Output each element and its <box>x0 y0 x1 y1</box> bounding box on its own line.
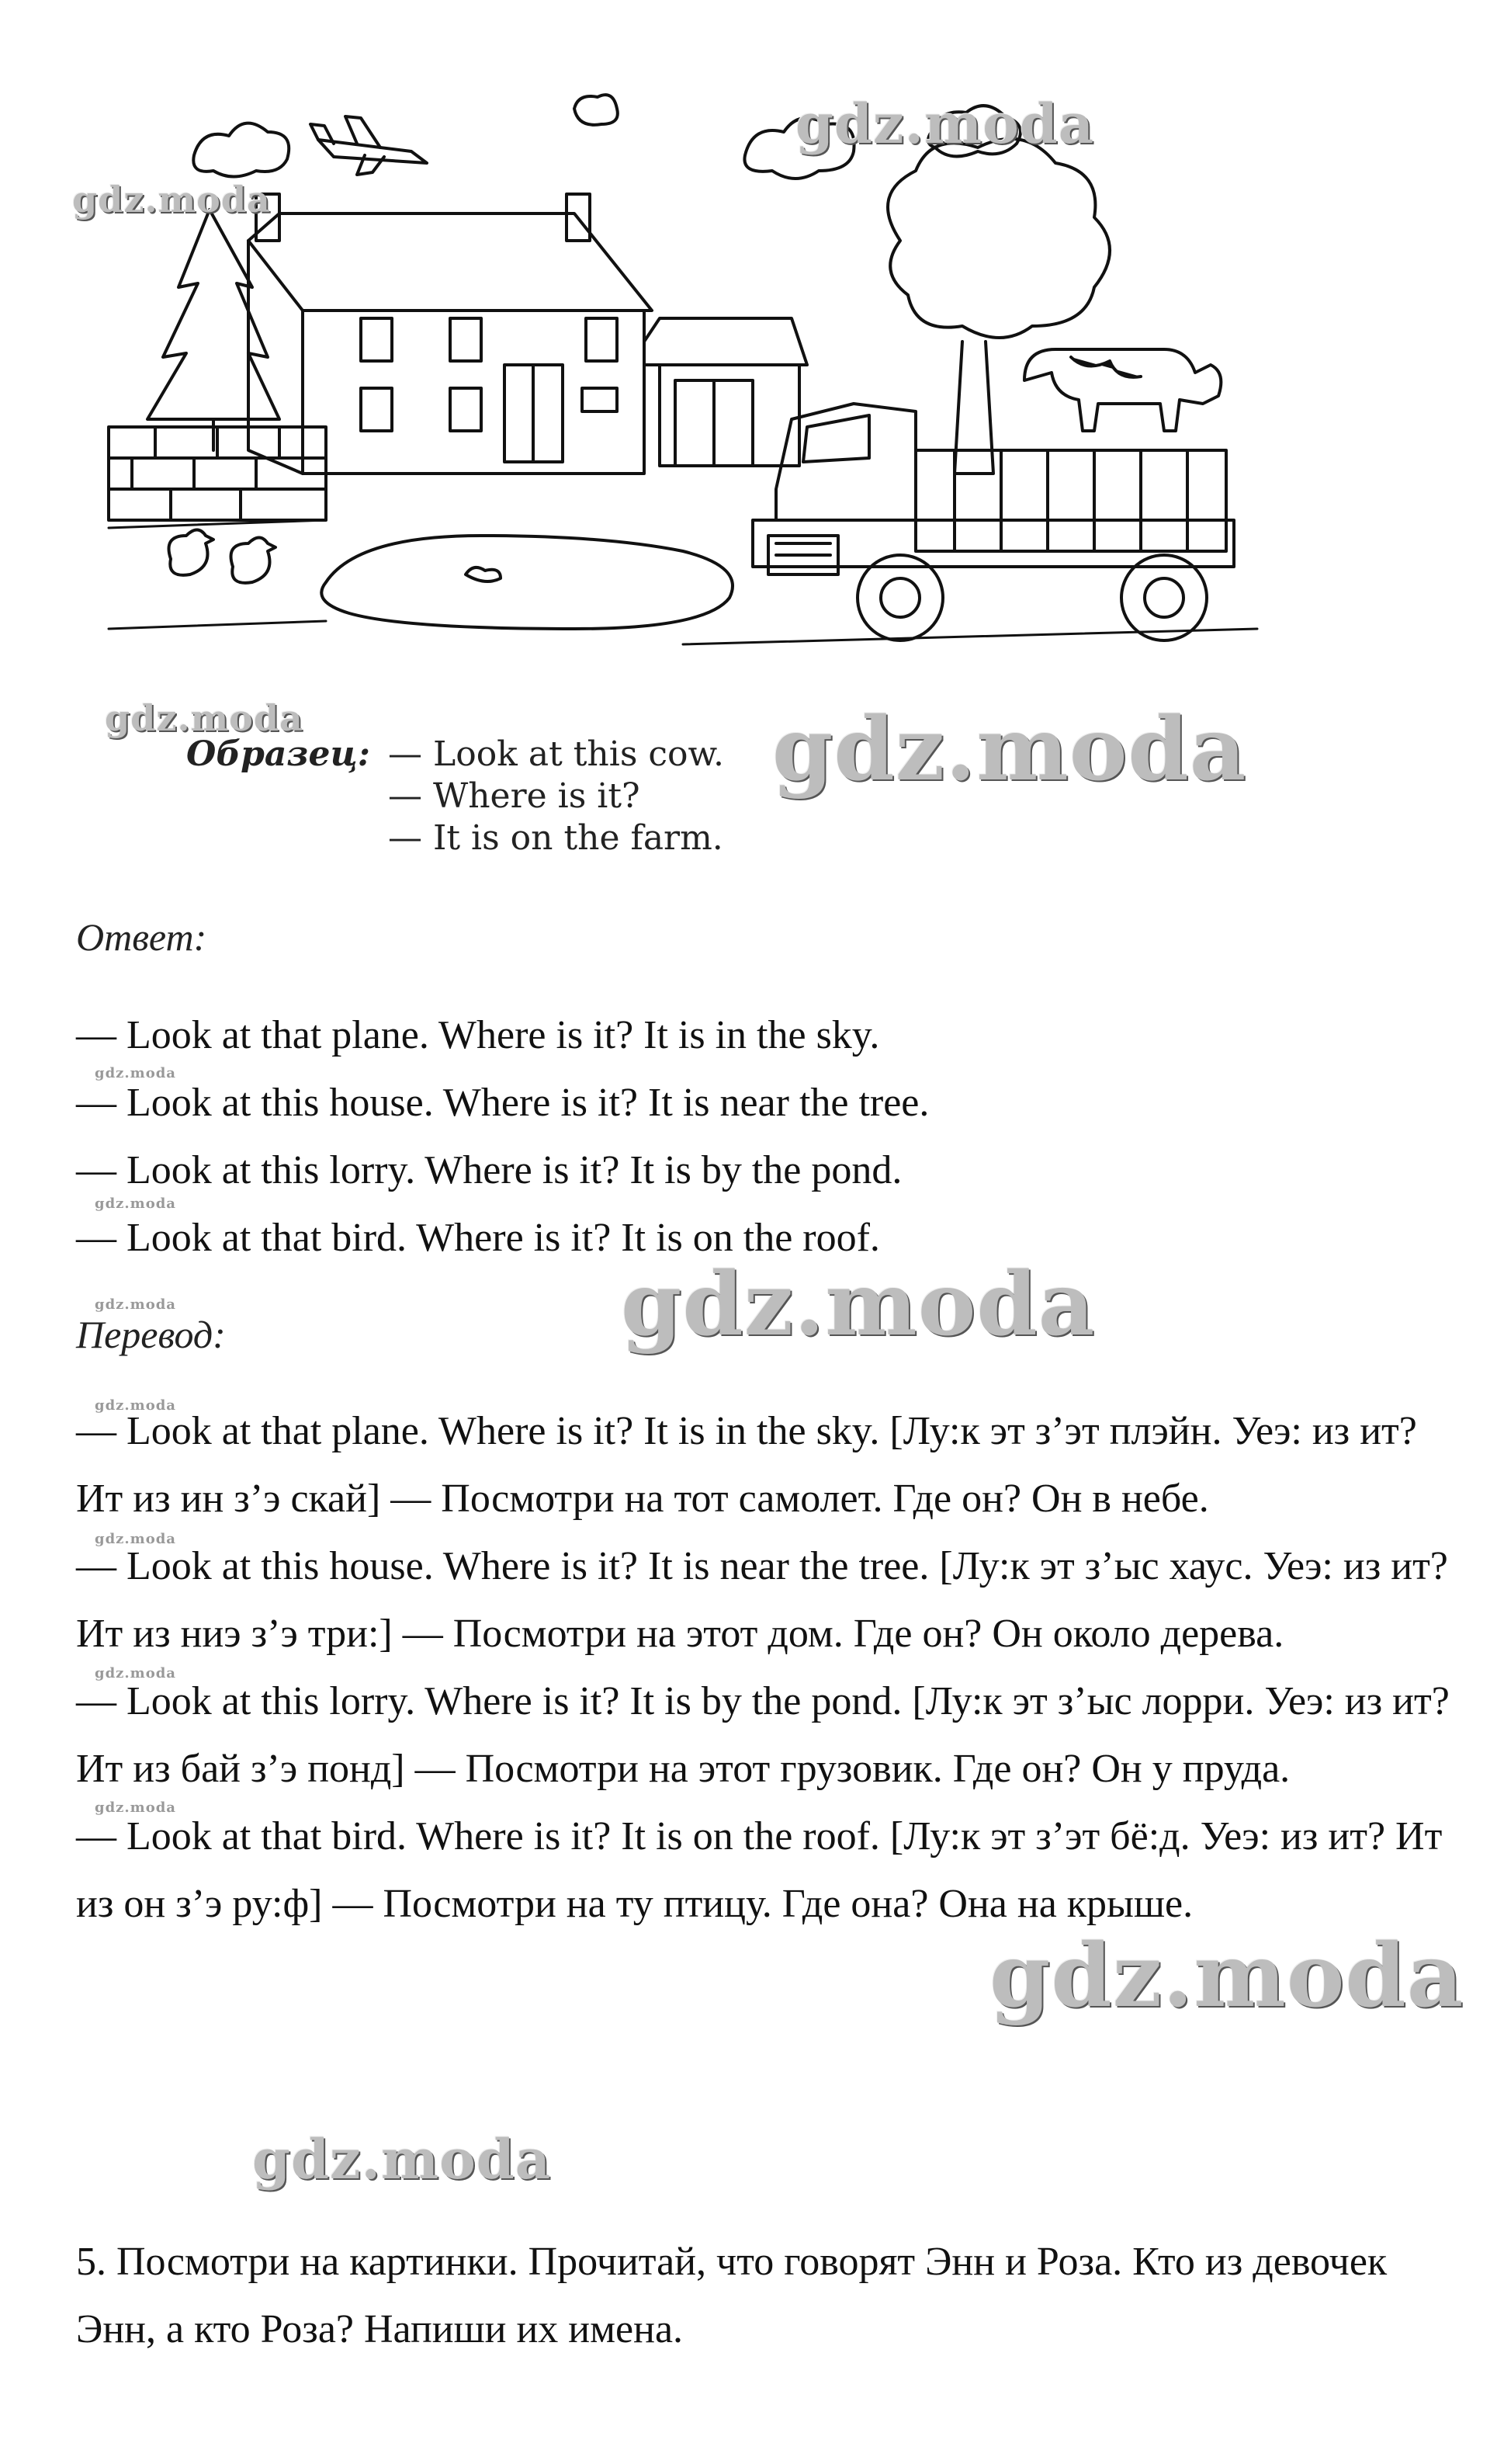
cloud-icon <box>193 123 289 177</box>
watermark: gdz.moda <box>95 1397 176 1414</box>
watermark: gdz.moda <box>95 1665 176 1681</box>
sample-label: Образец: <box>186 734 371 774</box>
translation-heading: Перевод: <box>76 1313 226 1356</box>
watermark: gdz.moda <box>95 1065 176 1081</box>
watermark: gdz.moda <box>95 1296 176 1313</box>
fir-tree-icon <box>147 210 279 450</box>
cloud-icon <box>574 95 618 125</box>
watermark: gdz.moda <box>95 1531 176 1547</box>
watermark: gdz.moda <box>772 699 1247 800</box>
cow-icon <box>1024 349 1221 431</box>
lorry-icon <box>753 404 1234 640</box>
pond-icon <box>321 536 733 629</box>
translation-paragraph: — Look at this house. Where is it? It is near the tree. [Лу:к эт з’ыс хаус. Уеэ: из ит? Ит из ниэ з’э три:] — Посмотри на этот дом. Где он? Он около дерева. <box>76 1544 1448 1656</box>
plane-icon <box>310 116 427 175</box>
sample-line: — It is on the farm. <box>388 818 723 858</box>
watermark: gdz.moda <box>95 1196 176 1212</box>
sample-block <box>186 734 724 859</box>
answer-line: — Look at that plane. Where is it? It is in the sky. <box>76 1013 880 1057</box>
watermark: gdz.moda <box>252 2127 552 2192</box>
answer-line: — Look at this lorry. Where is it? It is by the pond. <box>76 1148 903 1192</box>
watermark: gdz.moda <box>989 1925 1464 2027</box>
translation-paragraph: — Look at this lorry. Where is it? It is by the pond. [Лу:к эт з’ыс лорри. Уеэ: из ит? Ит из бай з’э понд] — Посмотри на этот грузовик. Где он? Он у пруда. <box>76 1679 1450 1791</box>
farm-illustration <box>93 85 1273 675</box>
watermark: gdz.moda <box>105 697 303 739</box>
duck-icon <box>169 530 276 583</box>
translation-block <box>76 1397 1457 1938</box>
answer-block <box>76 1001 1457 1272</box>
answer-heading: Ответ: <box>76 915 207 959</box>
task-5 <box>76 2228 1457 2363</box>
translation-paragraph: — Look at that plane. Where is it? It is in the sky. [Лу:к эт з’эт плэйн. Уеэ: из ит? Ит из ин з’э скай] — Посмотри на тот самолет. Где он? Он в небе. <box>76 1409 1417 1521</box>
barn-icon <box>644 318 807 466</box>
stone-wall-icon <box>109 427 326 520</box>
answer-line: — Look at that bird. Where is it? It is on the roof. <box>76 1216 880 1260</box>
task-5-text: 5. Посмотри на картинки. Прочитай, что говорят Энн и Роза. Кто из девочек Энн, а кто Роза? Напиши их имена. <box>76 2240 1388 2351</box>
sample-line: — Where is it? <box>388 776 640 816</box>
watermark: gdz.moda <box>95 1799 176 1816</box>
house-icon <box>248 194 652 474</box>
watermark: gdz.moda <box>72 179 271 220</box>
tree-icon <box>888 139 1110 474</box>
answer-line: — Look at this house. Where is it? It is near the tree. <box>76 1081 930 1125</box>
watermark: gdz.moda <box>795 92 1095 156</box>
sample-text: — Look at this cow. <box>388 734 724 774</box>
watermark: gdz.moda <box>621 1254 1096 1355</box>
translation-paragraph: — Look at that bird. Where is it? It is on the roof. [Лу:к эт з’эт бё:д. Уеэ: из ит? Ит из он з’э ру:ф] — Посмотри на ту птицу. Где она? Она на крыше. <box>76 1814 1443 1926</box>
sample-line <box>186 734 724 776</box>
